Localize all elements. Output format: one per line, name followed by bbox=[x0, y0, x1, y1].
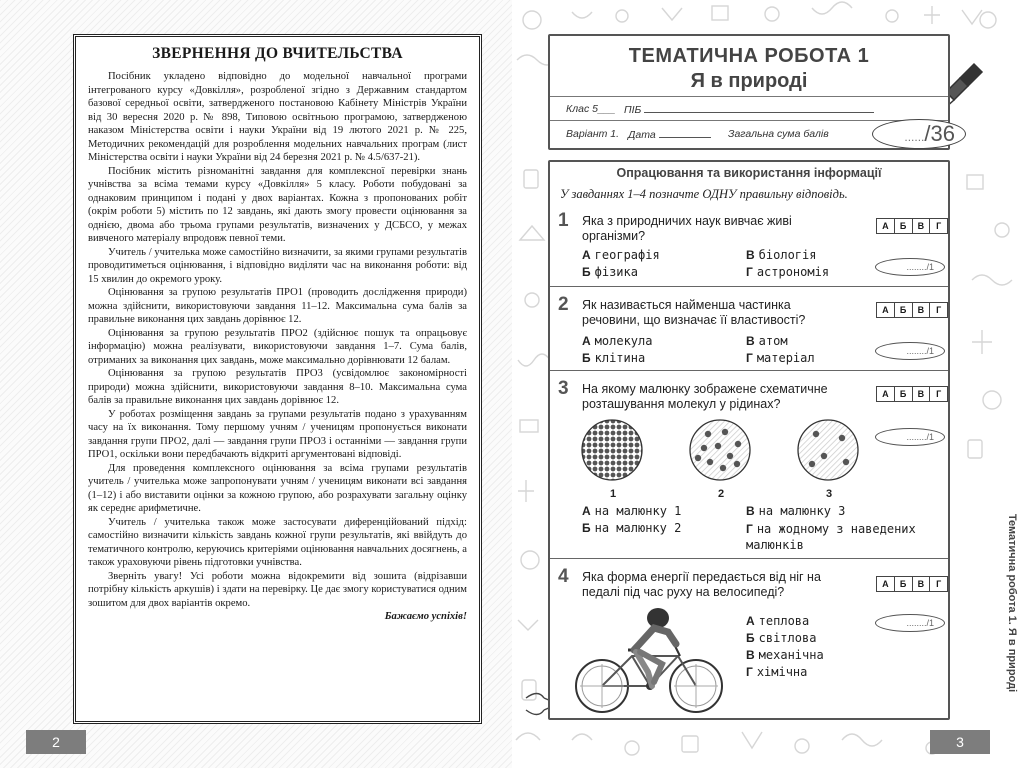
total-score-field[interactable]: ....../36 bbox=[872, 119, 966, 149]
option[interactable]: А географія bbox=[582, 248, 660, 262]
paragraph: Для проведення комплексного оцінювання за всіма групами результатів учитель / учителька може запропонувати учням / ученицям виконати всі завдання (1–12) і або виставити оцінки за кожною групою, або розрахувати загальну оцінку як середнє арифметичне. bbox=[88, 462, 467, 514]
paragraph: Учитель / учителька може самостійно визначити, за якими групами результатів проводитиметься оцінювання, і відповідно виділяти час на виконання роботи: від 15 хвилин до окремого уроку. bbox=[88, 246, 467, 285]
answer-grid[interactable]: А Б В Г bbox=[876, 302, 948, 318]
divider bbox=[550, 558, 948, 559]
paragraph: Оцінювання за групою результатів ПРО1 (проводить дослідження природи) можна здійснити, використовуючи завдання 11–12. Максимальна сума балів за правильне виконання цих завдань дорівнює 12. bbox=[88, 287, 467, 325]
question-number: 4 bbox=[558, 566, 569, 587]
total-score-label: Загальна сума балів bbox=[728, 128, 829, 140]
answer-grid[interactable]: А Б В Г bbox=[876, 386, 948, 402]
work-header bbox=[548, 34, 955, 150]
paragraph: Посібник містить різноманітні завдання для комплексної перевірки знань учнівства за всіма темами курсу «Довкілля» 5 класу. Роботи побудовані за однаковим принципом і подані у двох варіантах. Кожна з пропонованих робіт (окрім роботи 5) містить по 12 завдань, які дають змогу провести оцінювання за однією, двома або трьома групами результатів, визначених у ДСБСО, у межах вивченого матеріалу впродовж певної теми. bbox=[88, 165, 467, 244]
divider bbox=[550, 370, 948, 371]
score-field[interactable]: ......../1 bbox=[875, 428, 945, 446]
answer-grid[interactable]: А Б В Г bbox=[876, 576, 948, 592]
option[interactable]: Г хімічна bbox=[746, 665, 808, 679]
molecule-diagrams bbox=[580, 418, 860, 488]
question-text: Як називається найменша частинка речовини, що визначає її властивості? bbox=[582, 298, 806, 327]
option[interactable]: В на малюнку 3 bbox=[746, 504, 846, 518]
score-field[interactable]: ......../1 bbox=[875, 614, 945, 632]
teacher-note-title: ЗВЕРНЕННЯ ДО ВЧИТЕЛЬСТВА bbox=[152, 45, 403, 62]
cyclist-illustration bbox=[570, 602, 730, 718]
molecules-solid-icon bbox=[582, 420, 642, 480]
divider bbox=[550, 120, 948, 121]
question-text: На якому малюнку зображене схематичне розташування молекул у рідинах? bbox=[582, 382, 828, 411]
answer-grid[interactable]: А Б В Г bbox=[876, 218, 948, 234]
right-page bbox=[512, 0, 1024, 768]
page-number-right: 3 bbox=[930, 730, 990, 754]
molecules-liquid-icon bbox=[690, 420, 750, 480]
divider bbox=[550, 96, 948, 97]
option[interactable]: Б на малюнку 2 bbox=[582, 521, 682, 535]
score-field[interactable]: ......../1 bbox=[875, 258, 945, 276]
question-number: 3 bbox=[558, 378, 569, 399]
variant-label: Варіант 1. bbox=[566, 128, 620, 140]
name-field[interactable]: ПІБ bbox=[624, 103, 874, 116]
question-text: Яка форма енергії передається від ніг на педалі під час руху на велосипеді? bbox=[582, 570, 821, 599]
option[interactable]: В атом bbox=[746, 334, 788, 348]
work-subtitle: Я в природі bbox=[690, 70, 808, 92]
running-head-vertical: Тематична робота 1. Я в природі bbox=[1006, 513, 1018, 693]
option[interactable]: А на малюнку 1 bbox=[582, 504, 682, 518]
molecules-gas-icon bbox=[798, 420, 858, 480]
option[interactable]: А теплова bbox=[746, 614, 810, 628]
instruction: У завданнях 1–4 позначте ОДНУ правильну відповідь. bbox=[560, 187, 848, 201]
score-field[interactable]: ......../1 bbox=[875, 342, 945, 360]
divider bbox=[550, 286, 948, 287]
figure-label: 3 bbox=[826, 488, 833, 500]
figure-label: 1 bbox=[610, 488, 617, 500]
date-field[interactable]: Дата bbox=[628, 128, 711, 141]
page-number-left: 2 bbox=[26, 730, 86, 754]
teacher-note-frame bbox=[73, 34, 482, 724]
figure-label: 2 bbox=[718, 488, 725, 500]
option[interactable]: Г матеріал bbox=[746, 351, 815, 365]
paragraph: Оцінювання за групою результатів ПРО3 (усвідомлює закономірності природи) можна здійснити, використовуючи завдання 8–10. Максимальна сума балів за правильне виконання цих завдань дорівнює 12. bbox=[88, 368, 467, 406]
paragraph: Зверніть увагу! Усі роботи можна відокремити від зошита (відрізавши потрібну кількість аркушів) і здати на перевірку. Це дає змогу користуватися одним зошитом для двох варіантів окремо. bbox=[88, 570, 467, 609]
paragraph: Посібник укладено відповідно до модельної навчальної програми інтегрованого курсу «Довкілля», розробленої згідно з Державним стандартом базової середньої освіти, затвердженого постановою Кабінету Міністрів України від 30 вересня 2020 р. № 898, Типовою освітньою програмою, затвердженою наказом Міністерства освіти і науки України від 19 лютого 2021 р. № 225, Методичних рекомендацій для розроблення модельних навчальних програм (лист Міністерства освіти і науки України від 24 березня 2021 р. № 4.5/637-21). bbox=[88, 71, 467, 163]
paragraph: У роботах розміщення завдань за групами результатів подано з урахуванням часу на їх виконання. Тому першому учням / ученицям пропонується виконати завдання групи ПРО2, далі — завдання групи ПРО3 і останніми — завдання групи ПРО1, оскільки вони передбачають відкриті аргументовані відповіді. bbox=[88, 408, 467, 460]
paragraph: Учитель / учителька також може застосувати диференційований підхід: самостійно визначити кількість завдань кожної групи результатів, які ввійдуть до тематичного контролю, керуючись критеріями оцінювання навчальних досягнень, а також ураховуючи рівень підготовки учнівства. bbox=[88, 516, 467, 568]
option[interactable]: Г астрономія bbox=[746, 265, 830, 279]
option[interactable]: Б фізика bbox=[582, 265, 638, 279]
closing-wish: Бажаємо успіхів! bbox=[384, 611, 467, 622]
question-text: Яка з природничих наук вивчає живі організми? bbox=[582, 214, 792, 243]
work-title: ТЕМАТИЧНА РОБОТА 1 bbox=[628, 45, 870, 67]
option[interactable]: Б світлова bbox=[746, 631, 817, 645]
question-number: 2 bbox=[558, 294, 569, 315]
question-number: 1 bbox=[558, 210, 569, 231]
class-label: Клас 5___ bbox=[566, 103, 616, 115]
option[interactable]: В механічна bbox=[746, 648, 824, 662]
option[interactable]: Г на жодному з наведених малюнків bbox=[746, 522, 916, 552]
paragraph: Оцінювання за групою результатів ПРО2 (здійснює пошук та опрацьовує інформацію) можна реалізувати, використовуючи завдання 1–7. Сума балів, отриманих за виконання цих завдань, може максимально дорівнювати 12 балам. bbox=[88, 327, 467, 366]
section-title: Опрацювання та використання інформації bbox=[616, 166, 882, 180]
option[interactable]: Б клітина bbox=[582, 351, 646, 365]
option[interactable]: А молекула bbox=[582, 334, 653, 348]
tasks-section bbox=[548, 160, 950, 720]
option[interactable]: В біологія bbox=[746, 248, 817, 262]
